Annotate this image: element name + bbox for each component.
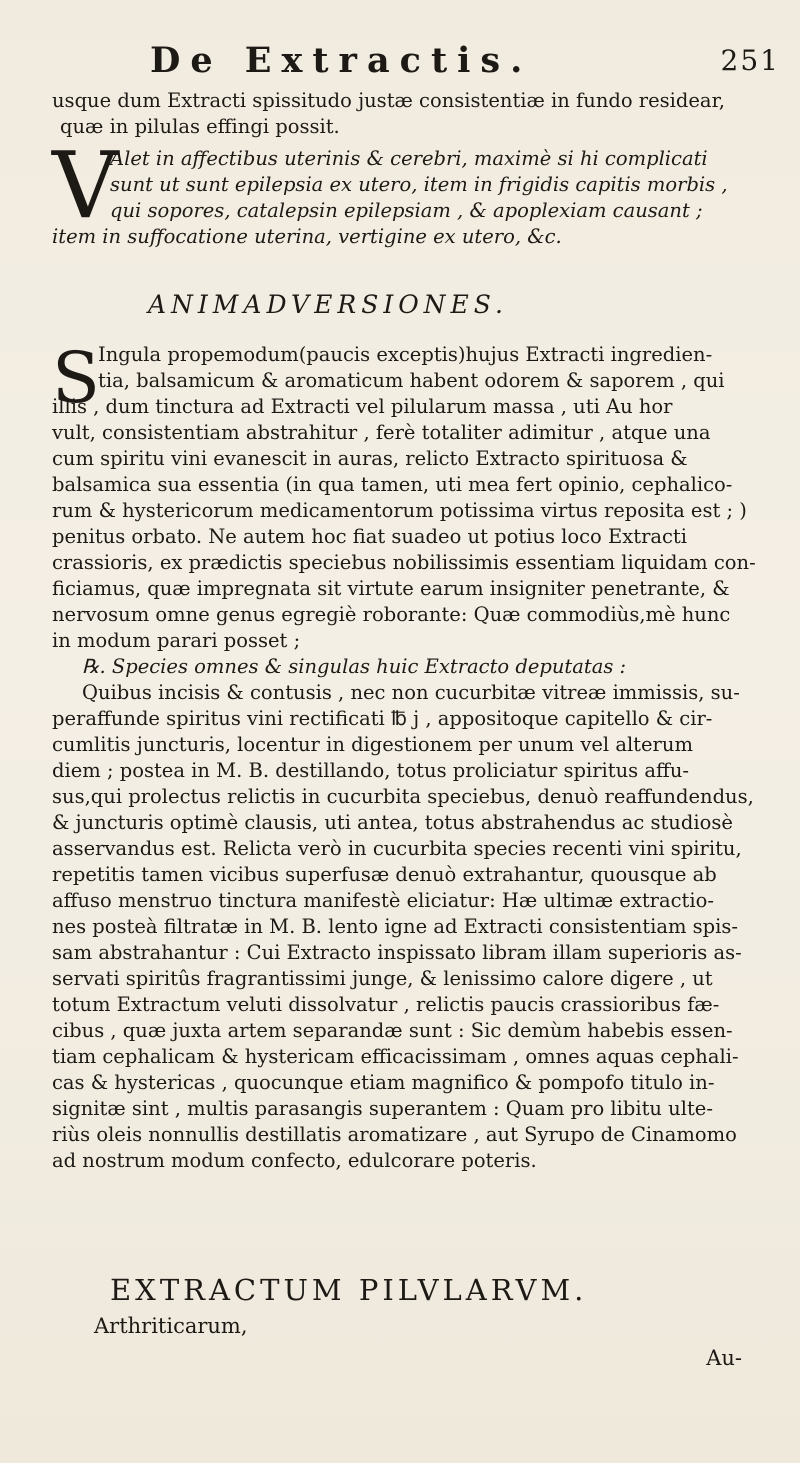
text-line: repetitis tamen vicibus superfusæ denuò extrahantur, quousque ab	[52, 863, 717, 886]
section-heading-2: EXTRACTUM PILVLARVM.	[110, 1273, 588, 1307]
animadversiones-paragraph	[52, 394, 756, 1174]
text-line: vult, consistentiam abstrahitur , ferè totaliter adimitur , atque una	[52, 421, 711, 444]
drop-cap-v: V	[52, 132, 119, 239]
animadversiones-paragraph-start	[98, 342, 758, 394]
text-line: rum & hystericorum medicamentorum potissima virtus reposita est ; )	[52, 499, 747, 522]
valet-paragraph	[110, 146, 760, 224]
running-header	[150, 40, 780, 81]
text-line: tia, balsamicum & aromaticum habent odorem & saporem , qui	[98, 369, 725, 392]
text-line: tiam cephalicam & hystericam efficacissimam , omnes aquas cephali-	[52, 1045, 739, 1068]
text-line: usque dum Extracti spissitudo justæ consistentiæ in fundo residear,	[52, 89, 725, 112]
text-line: & juncturis optimè clausis, uti antea, totus abstrahendus ac studiosè	[52, 811, 733, 834]
text-line: balsamica sua essentia (in qua tamen, uti mea fert opinio, cephalico-	[52, 473, 733, 496]
text-line: nes posteà filtratæ in M. B. lento igne ad Extracti consistentiam spis-	[52, 915, 738, 938]
section-heading: ANIMADVERSIONES.	[148, 290, 508, 319]
text-line: asservandus est. Relicta verò in cucurbita species recenti vini spiritu,	[52, 837, 742, 860]
text-line: nervosum omne genus egregiè roborante: Quæ commodiùs,mè hunc	[52, 603, 731, 626]
text-line: diem ; postea in M. B. destillando, totus proliciatur spiritus affu-	[52, 759, 690, 782]
catchword: Au-	[706, 1346, 742, 1370]
text-line: cumlitis juncturis, locentur in digestionem per unum vel alterum	[52, 733, 693, 756]
text-line: sam abstrahantur : Cui Extracto inspissato libram illam superioris as-	[52, 941, 742, 964]
subheading: Arthriticarum,	[94, 1314, 248, 1338]
valet-paragraph-end	[52, 224, 752, 250]
text-line: qui sopores, catalepsin epilepsiam , & apoplexiam causant ;	[110, 199, 703, 222]
text-line: quæ in pilulas effingi possit.	[60, 115, 340, 138]
text-line: cum spiritu vini evanescit in auras, relicto Extracto spirituosa &	[52, 447, 688, 470]
text-line: illis , dum tinctura ad Extracti vel pilularum massa , uti Au hor	[52, 395, 673, 418]
text-line: in modum parari posset ;	[52, 629, 301, 652]
text-line: item in suffocatione uterina, vertigine ex utero, &c.	[52, 225, 562, 248]
drop-cap-s: S	[52, 337, 100, 419]
recipe-line: ℞. Species omnes & singulas huic Extracto deputatas :	[82, 655, 627, 678]
text-line: riùs oleis nonnullis destillatis aromatizare , aut Syrupo de Cinamomo	[52, 1123, 737, 1146]
text-line: penitus orbato. Ne autem hoc fiat suadeo ut potius loco Extracti	[52, 525, 688, 548]
text-line: ad nostrum modum confecto, edulcorare poteris.	[52, 1149, 537, 1172]
text-line: peraffunde spiritus vini rectificati ℔ j , appositoque capitello & cir-	[52, 707, 713, 730]
text-line: cas & hystericas , quocunque etiam magnifico & pompofo titulo in-	[52, 1071, 715, 1094]
text-line: cibus , quæ juxta artem separandæ sunt : Sic demùm habebis essen-	[52, 1019, 733, 1042]
text-line: signitæ sint , multis parasangis superantem : Quam pro libitu ulte-	[52, 1097, 713, 1120]
text-line: Ingula propemodum(paucis exceptis)hujus Extracti ingredien-	[98, 343, 713, 366]
text-line: Quibus incisis & contusis , nec non cucurbitæ vitreæ immissis, su-	[82, 681, 740, 704]
text-line: Alet in affectibus uterinis & cerebri, maximè si hi complicati	[110, 147, 708, 170]
text-line: crassioris, ex prædictis speciebus nobilissimis essentiam liquidam con-	[52, 551, 756, 574]
intro-paragraph	[52, 88, 752, 140]
page-number: 251	[720, 44, 780, 77]
text-line: servati spiritûs fragrantissimi junge, & lenissimo calore digere , ut	[52, 967, 713, 990]
text-line: ficiamus, quæ impregnata sit virtute earum insigniter penetrante, &	[52, 577, 730, 600]
header-title: De Extractis.	[150, 40, 533, 81]
text-line: sunt ut sunt epilepsia ex utero, item in frigidis capitis morbis ,	[110, 173, 728, 196]
text-line: affuso menstruo tinctura manifestè eliciatur: Hæ ultimæ extractio-	[52, 889, 714, 912]
text-line: sus,qui prolectus relictis in cucurbita speciebus, denuò reaffundendus,	[52, 785, 754, 808]
text-line: totum Extractum veluti dissolvatur , relictis paucis crassioribus fæ-	[52, 993, 720, 1016]
